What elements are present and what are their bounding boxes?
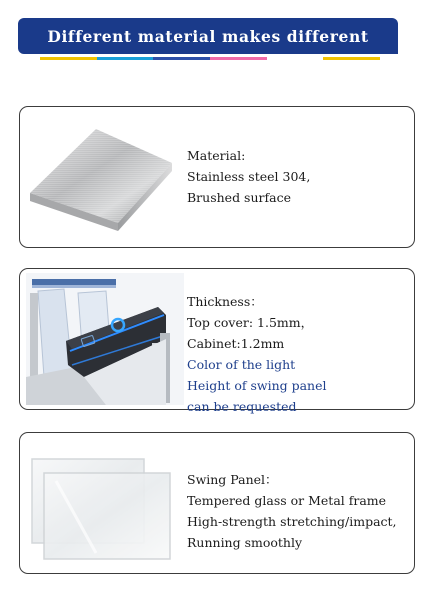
stripe bbox=[153, 57, 210, 60]
banner-title: Different material makes different effect bbox=[47, 27, 369, 84]
brushed-steel-plate-image bbox=[26, 111, 184, 243]
stripe bbox=[210, 57, 267, 60]
stripe bbox=[97, 57, 154, 60]
highlight-line: can be requested bbox=[187, 399, 297, 414]
color-stripes bbox=[40, 57, 380, 60]
thickness-card bbox=[19, 268, 415, 414]
text-line: Stainless steel 304, bbox=[187, 169, 311, 184]
highlight-line: Color of the light bbox=[187, 357, 296, 372]
turnstile-gate-image bbox=[26, 273, 184, 405]
text-line: High-strength stretching/impact, bbox=[187, 514, 397, 529]
text-line: Brushed surface bbox=[187, 190, 291, 205]
material-text bbox=[187, 145, 310, 208]
swing-panel-text bbox=[187, 469, 397, 553]
text-line: Material: bbox=[187, 148, 246, 163]
text-line: Tempered glass or Metal frame bbox=[187, 493, 387, 508]
text-line: Swing Panel： bbox=[187, 472, 278, 487]
highlight-line: Height of swing panel bbox=[187, 378, 327, 393]
swing-panel-card bbox=[19, 432, 415, 574]
text-line: Running smoothly bbox=[187, 535, 303, 550]
thickness-text bbox=[187, 291, 414, 417]
material-card bbox=[19, 106, 415, 248]
stripe bbox=[267, 57, 324, 60]
section-banner bbox=[18, 18, 398, 84]
text-line: Top cover: 1.5mm， Cabinet:1.2mm bbox=[187, 315, 314, 351]
text-line: Thickness： bbox=[187, 294, 263, 309]
stripe bbox=[323, 57, 380, 60]
glass-panel-image bbox=[26, 437, 184, 569]
stripe bbox=[40, 57, 97, 60]
